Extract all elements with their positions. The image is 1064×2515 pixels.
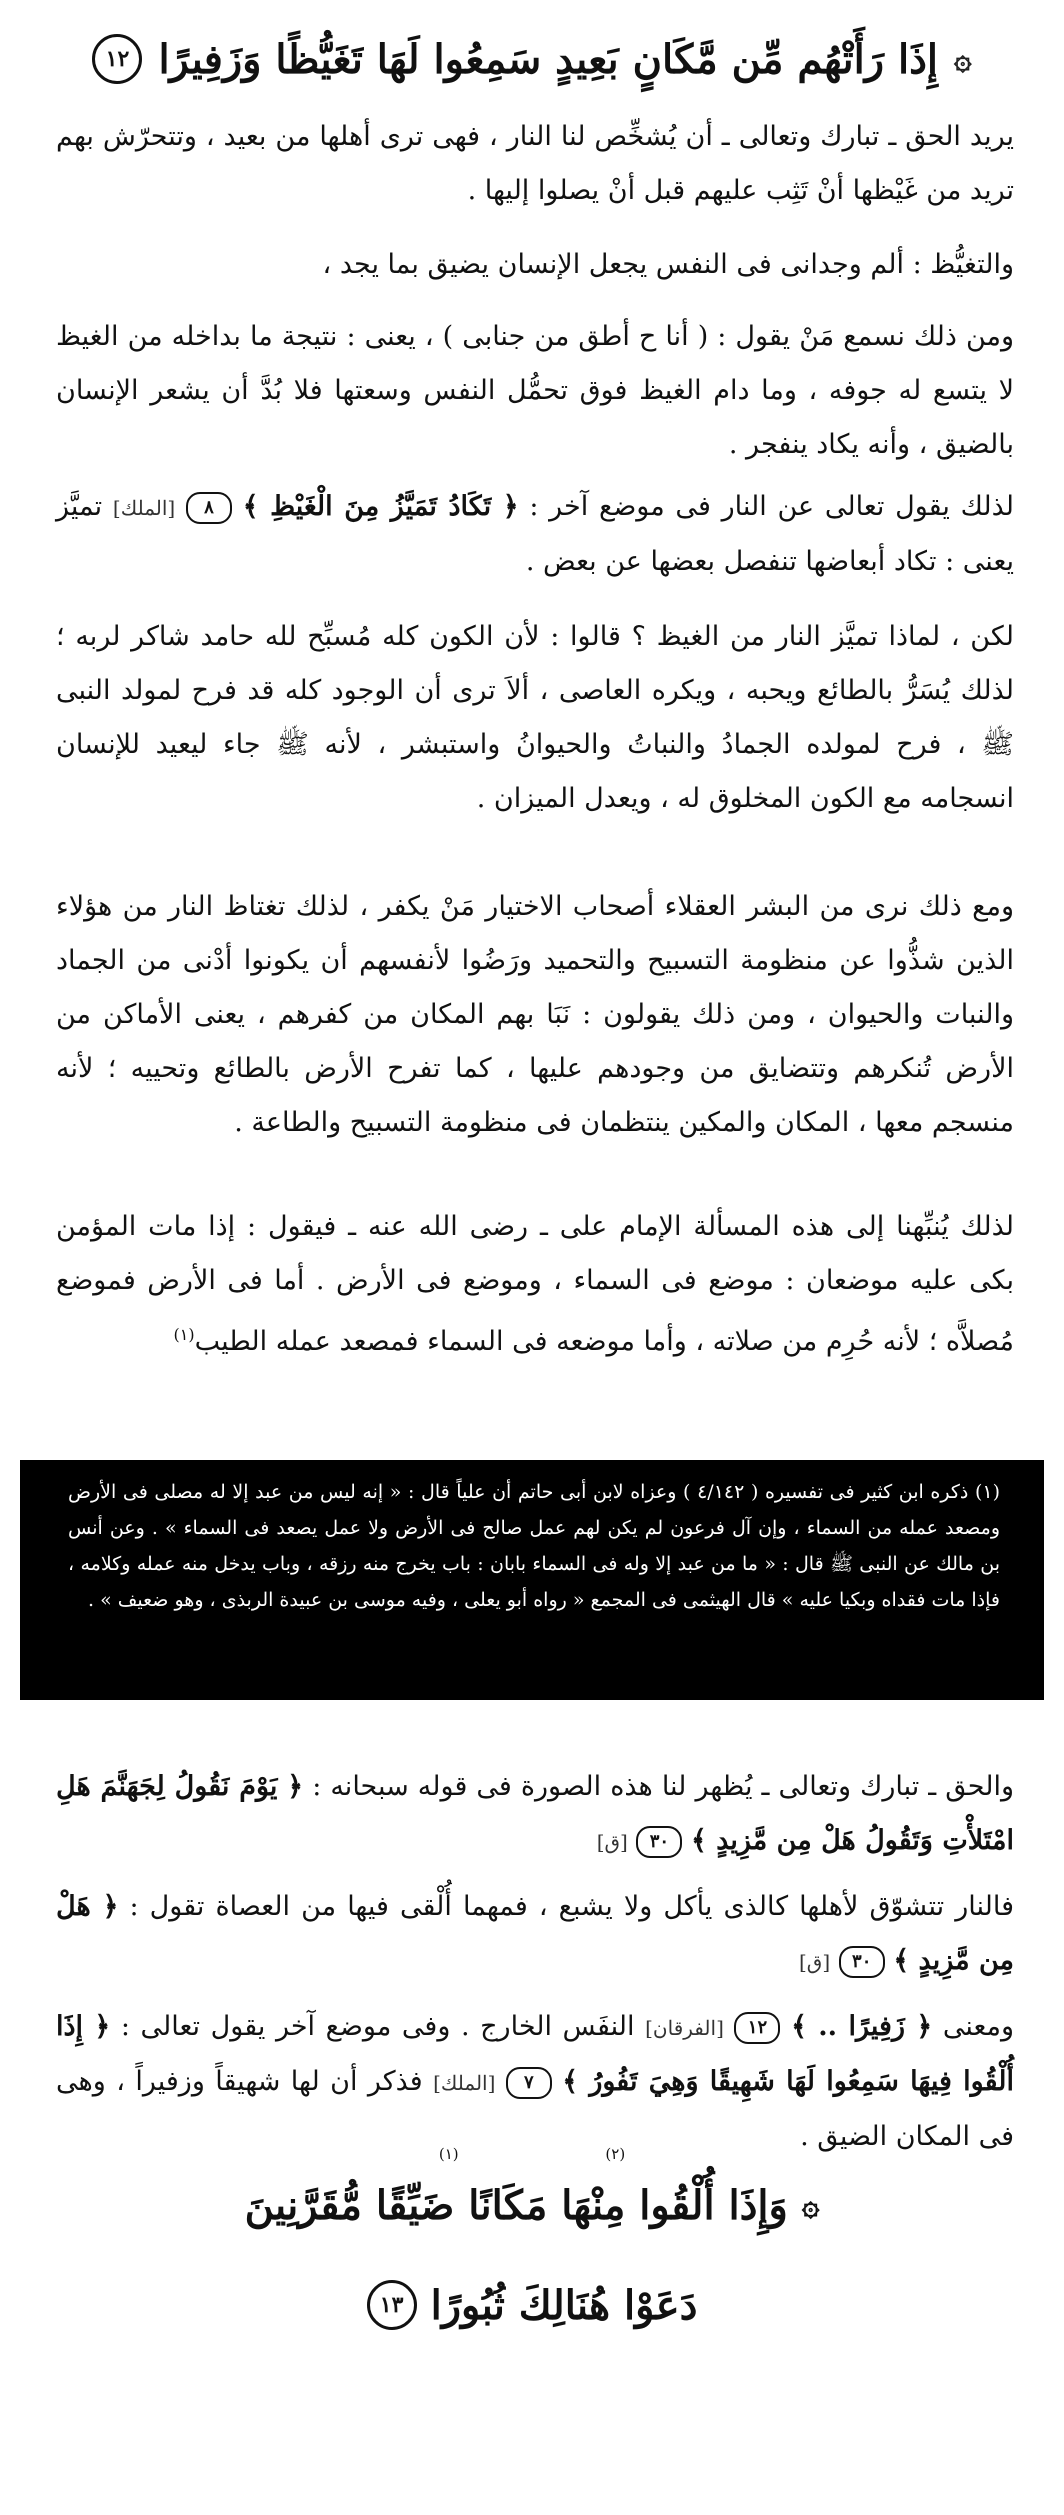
paragraph-9-lead: فالنار تتشوّق لأهلها كالذى يأكل ولا يشبع ، فمهما أُلْقى فيها من العصاة تقول : bbox=[129, 1891, 1014, 1922]
verse-number: ١٢ bbox=[734, 2012, 780, 2044]
verse-ornament-icon: ۞ bbox=[954, 41, 972, 77]
verse-number-badge: ١٢ bbox=[92, 34, 142, 84]
sura-reference: [ق] bbox=[596, 1830, 628, 1854]
closing-verse-mark: (١) bbox=[438, 2145, 459, 2163]
paragraph-10 bbox=[56, 2000, 1014, 2164]
verse-number: ٧ bbox=[506, 2067, 552, 2099]
sura-reference: [الملك] bbox=[112, 496, 176, 520]
paragraph-8 bbox=[56, 1760, 1014, 1869]
paragraph-4-lead: لذلك يقول تعالى عن النار فى موضع آخر : bbox=[529, 491, 1014, 522]
footnote-box bbox=[20, 1460, 1044, 1700]
closing-verse-text-1: وَإِذَا أُلْقُوا مِنْهَا مَكَانًا ضَيِّقًا مُّقَرَّنِينَ bbox=[244, 2181, 788, 2229]
closing-verse-line-1 bbox=[180, 2145, 884, 2255]
footnote-reference: (١) bbox=[173, 1325, 195, 1344]
paragraph-7 bbox=[56, 1200, 1014, 1369]
footnote-text: (١) ذكره ابن كثير فى تفسيره ( ٤/١٤٢ ) وعزاه لابن أبى حاتم أن علياً قال : « إنه ليس من عبد إلا له مصلى فى الأرض ومصعد عمله من السماء ، وإن آل فرعون لم يكن لهم عمل صالح فى الأرض ولا عمل يصعد فى السماء » . وعن أنس بن مالك عن النبى ﷺ قال : « ما من عبد إلا وله فى السماء بابان : باب يخرج منه رزقه ، وباب يدخل منه عمله وكلامه ، فإذا مات فقداه وبكيا عليه » قال الهيثمى فى المجمع « رواه أبو يعلى ، وفيه موسى بن عبيدة الربذى ، وهو ضعيف » . bbox=[68, 1481, 1001, 1611]
verse-number: ٣٠ bbox=[839, 1946, 885, 1978]
verse-number: ٨ bbox=[186, 492, 232, 524]
paragraph-5: لكن ، لماذا تميَّز النار من الغيظ ؟ قالوا : لأن الكون كله مُسبِّح لله حامد شاكر لربه ؛ لذلك يُسَرُّ بالطائع ويحبه ، ويكره العاصى ، ألاَ ترى أن الوجود كله قد فرح لمولد النبى ﷺ ، فرح لمولده الجمادُ والنباتُ والحيوانُ واستبشر ، لأنه ﷺ جاء ليعيد للإنسان انسجامه مع الكون المخلوق له ، ويعدل الميزان . bbox=[56, 621, 1014, 814]
paragraph-1: يريد الحق ـ تبارك وتعالى ـ أن يُشخِّص لنا النار ، فهى ترى أهلها من بعيد ، وتتحرّش بهم تريد من غَيْظها أنْ تَثِب عليهم قبل أنْ يصلوا إليها . bbox=[56, 121, 1014, 206]
paragraph-10-lead: ومعنى bbox=[942, 2011, 1014, 2042]
paragraph-6: ومع ذلك نرى من البشر العقلاء أصحاب الاختيار مَنْ يكفر ، لذلك تغتاظ النار من هؤلاء الذين شذُّوا عن منظومة التسبيح والتحميد ورَضُوا لأنفسهم أن يكونوا أدْنى من الجماد والنبات والحيوان ، ومن ذلك يقولون : نَبَا بهم المكان من كفرهم ، يعنى الأماكن من الأرض تُنكرهم وتتضايق من وجودهم عليها ، كما تفرح الأرض بالطائع وتحييه ؛ لأنه منسجم معها ، المكان والمكين ينتظمان فى منظومة التسبيح والطاعة . bbox=[56, 891, 1014, 1138]
paragraph-4 bbox=[56, 480, 1014, 589]
paragraph-9 bbox=[56, 1880, 1014, 1989]
paragraph-4-tail: تميَّز يعنى : تكاد أبعاضها تنفصل بعضها عن بعض . bbox=[56, 491, 1014, 577]
verse-heading bbox=[90, 24, 974, 94]
paragraph-10-middle: النفَس الخارج . وفى موضع آخر يقول تعالى : bbox=[120, 2011, 635, 2042]
quran-quote: ﴿ تَكَادُ تَمَيَّزُ مِنَ الْغَيْظِ ﴾ bbox=[242, 491, 519, 522]
closing-verse-mark: (٢) bbox=[605, 2145, 626, 2163]
closing-verse-line-2 bbox=[180, 2255, 884, 2355]
paragraph-2: والتغيُّظ : ألم وجدانى فى النفس يجعل الإنسان يضيق بما يجد ، bbox=[322, 249, 1014, 280]
closing-verse-marks bbox=[180, 2145, 884, 2163]
paragraph-7-text: لذلك يُنبِّهنا إلى هذه المسألة الإمام على ـ رضى الله عنه ـ فيقول : إذا مات المؤمن بكى عليه موضعان : موضع فى السماء ، وموضع فى الأرض . أما فى الأرض فموضع مُصلاَّه ؛ لأنه حُرِم من صلاته ، وأما موضعه فى السماء فمصعد عمله الطيب bbox=[56, 1211, 1014, 1357]
sura-reference: [الفرقان] bbox=[645, 2016, 724, 2040]
closing-verse bbox=[180, 2145, 884, 2375]
paragraph-3: ومن ذلك نسمع مَنْ يقول : ( أنا ح أطق من جنابى ) ، يعنى : نتيجة ما بداخله من الغيظ لا يتسع له جوفه ، وما دام الغيظ فوق تحمُّل النفس وسعتها فلا بُدَّ أن يشعر الإنسان بالضيق ، وأنه يكاد ينفجر . bbox=[56, 321, 1014, 460]
quran-quote: ﴿ هَلْ مِن مَّزِيدٍ ﴾ bbox=[56, 1891, 1014, 1976]
quran-quote: ﴿ زَفِيرًا .. ﴾ bbox=[791, 2011, 933, 2042]
verse-ornament-icon: ۞ bbox=[801, 2187, 820, 2223]
verse-number-badge: ١٣ bbox=[367, 2280, 417, 2330]
paragraph-8-lead: والحق ـ تبارك وتعالى ـ يُظهر لنا هذه الصورة فى قوله سبحانه : bbox=[312, 1771, 1014, 1802]
sura-reference: [ق] bbox=[799, 1950, 831, 1974]
paragraph-10-tail: فذكر أن لها شهيقاً وزفيراً ، وهى فى المكان الضيق . bbox=[56, 2066, 1014, 2152]
quran-quote: ﴿ إِذَا أُلْقُوا فِيهَا سَمِعُوا لَهَا شَهِيقًا وَهِيَ تَفُورُ ﴾ bbox=[56, 2011, 1014, 2097]
quran-quote: ﴿ يَوْمَ نَقُولُ لِجَهَنَّمَ هَلِ امْتَلأْتِ وَتَقُولُ هَلْ مِن مَّزِيدٍ ﴾ bbox=[56, 1771, 1014, 1856]
sura-reference: [الملك] bbox=[433, 2071, 496, 2095]
verse-number: ٣٠ bbox=[636, 1826, 682, 1858]
verse-heading-text: إِذَا رَأَتْهُم مِّن مَّكَانٍ بَعِيدٍ سَمِعُوا لَهَا تَغَيُّظًا وَزَفِيرًا bbox=[158, 35, 938, 83]
closing-verse-text-2: دَعَوْا هُنَالِكَ ثُبُورًا bbox=[430, 2281, 698, 2329]
